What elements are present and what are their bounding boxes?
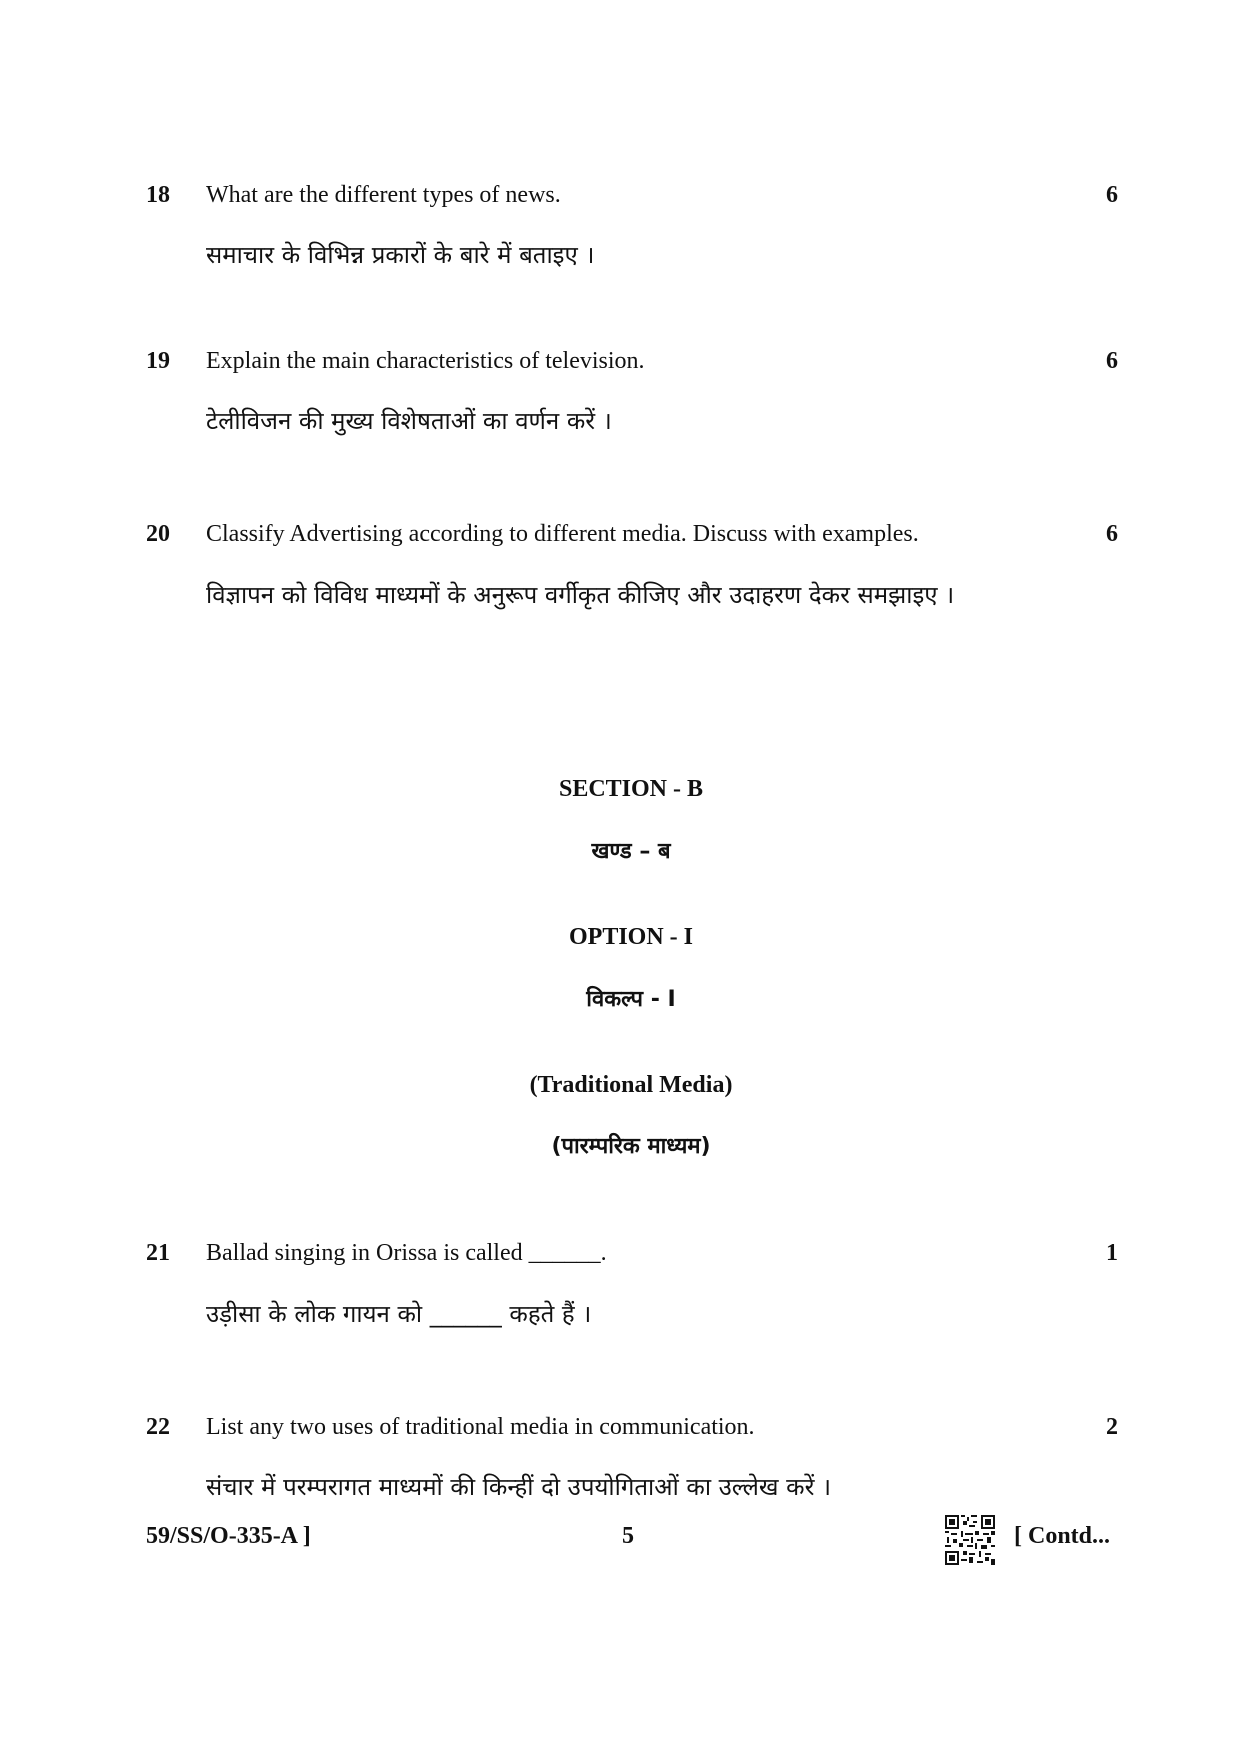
question-marks: 1: [1106, 1240, 1118, 1266]
question-marks: 2: [1106, 1414, 1118, 1440]
question-number: 19: [146, 348, 170, 374]
question-text-en: What are the different types of news.: [206, 182, 561, 208]
question-text-en: Classify Advertising according to different media. Discuss with examples.: [206, 521, 919, 547]
question-text-hi: संचार में परम्परागत माध्यमों की किन्हीं दो उपयोगिताओं का उल्लेख करें ।: [206, 1473, 832, 1501]
section-title-en: SECTION - B: [558, 776, 704, 802]
option-title-hi: विकल्प - I: [586, 987, 676, 1012]
question-text-en: List any two uses of traditional media in communication.: [206, 1414, 755, 1440]
question-text-hi: समाचार के विभिन्न प्रकारों के बारे में बताइए ।: [206, 241, 595, 269]
question-text-en: Ballad singing in Orissa is called ______.: [206, 1240, 607, 1266]
option-title-en: OPTION - I: [568, 924, 693, 950]
question-number: 18: [146, 182, 170, 208]
question-number: 22: [146, 1414, 170, 1440]
section-title-hi: खण्ड – ब: [591, 839, 671, 864]
continued-label: [ Contd...: [1014, 1523, 1111, 1549]
question-marks: 6: [1106, 521, 1118, 547]
question-text-hi: उड़ीसा के लोक गायन को ______ कहते हैं ।: [206, 1300, 592, 1328]
question-text-en: Explain the main characteristics of television.: [206, 348, 645, 374]
qr-code-icon: [945, 1515, 995, 1565]
question-marks: 6: [1106, 348, 1118, 374]
question-number: 20: [146, 521, 170, 547]
paper-code: 59/SS/O-335-A ]: [146, 1523, 311, 1549]
page-number: 5: [622, 1523, 634, 1549]
section-subtitle-hi: (पारम्परिक माध्यम): [551, 1134, 711, 1159]
question-marks: 6: [1106, 182, 1118, 208]
question-text-hi: टेलीविजन की मुख्य विशेषताओं का वर्णन करें ।: [206, 407, 612, 435]
question-number: 21: [146, 1240, 170, 1266]
section-subtitle-en: (Traditional Media): [529, 1072, 733, 1098]
question-text-hi: विज्ञापन को विविध माध्यमों के अनुरूप वर्गीकृत कीजिए और उदाहरण देकर समझाइए ।: [206, 581, 955, 609]
